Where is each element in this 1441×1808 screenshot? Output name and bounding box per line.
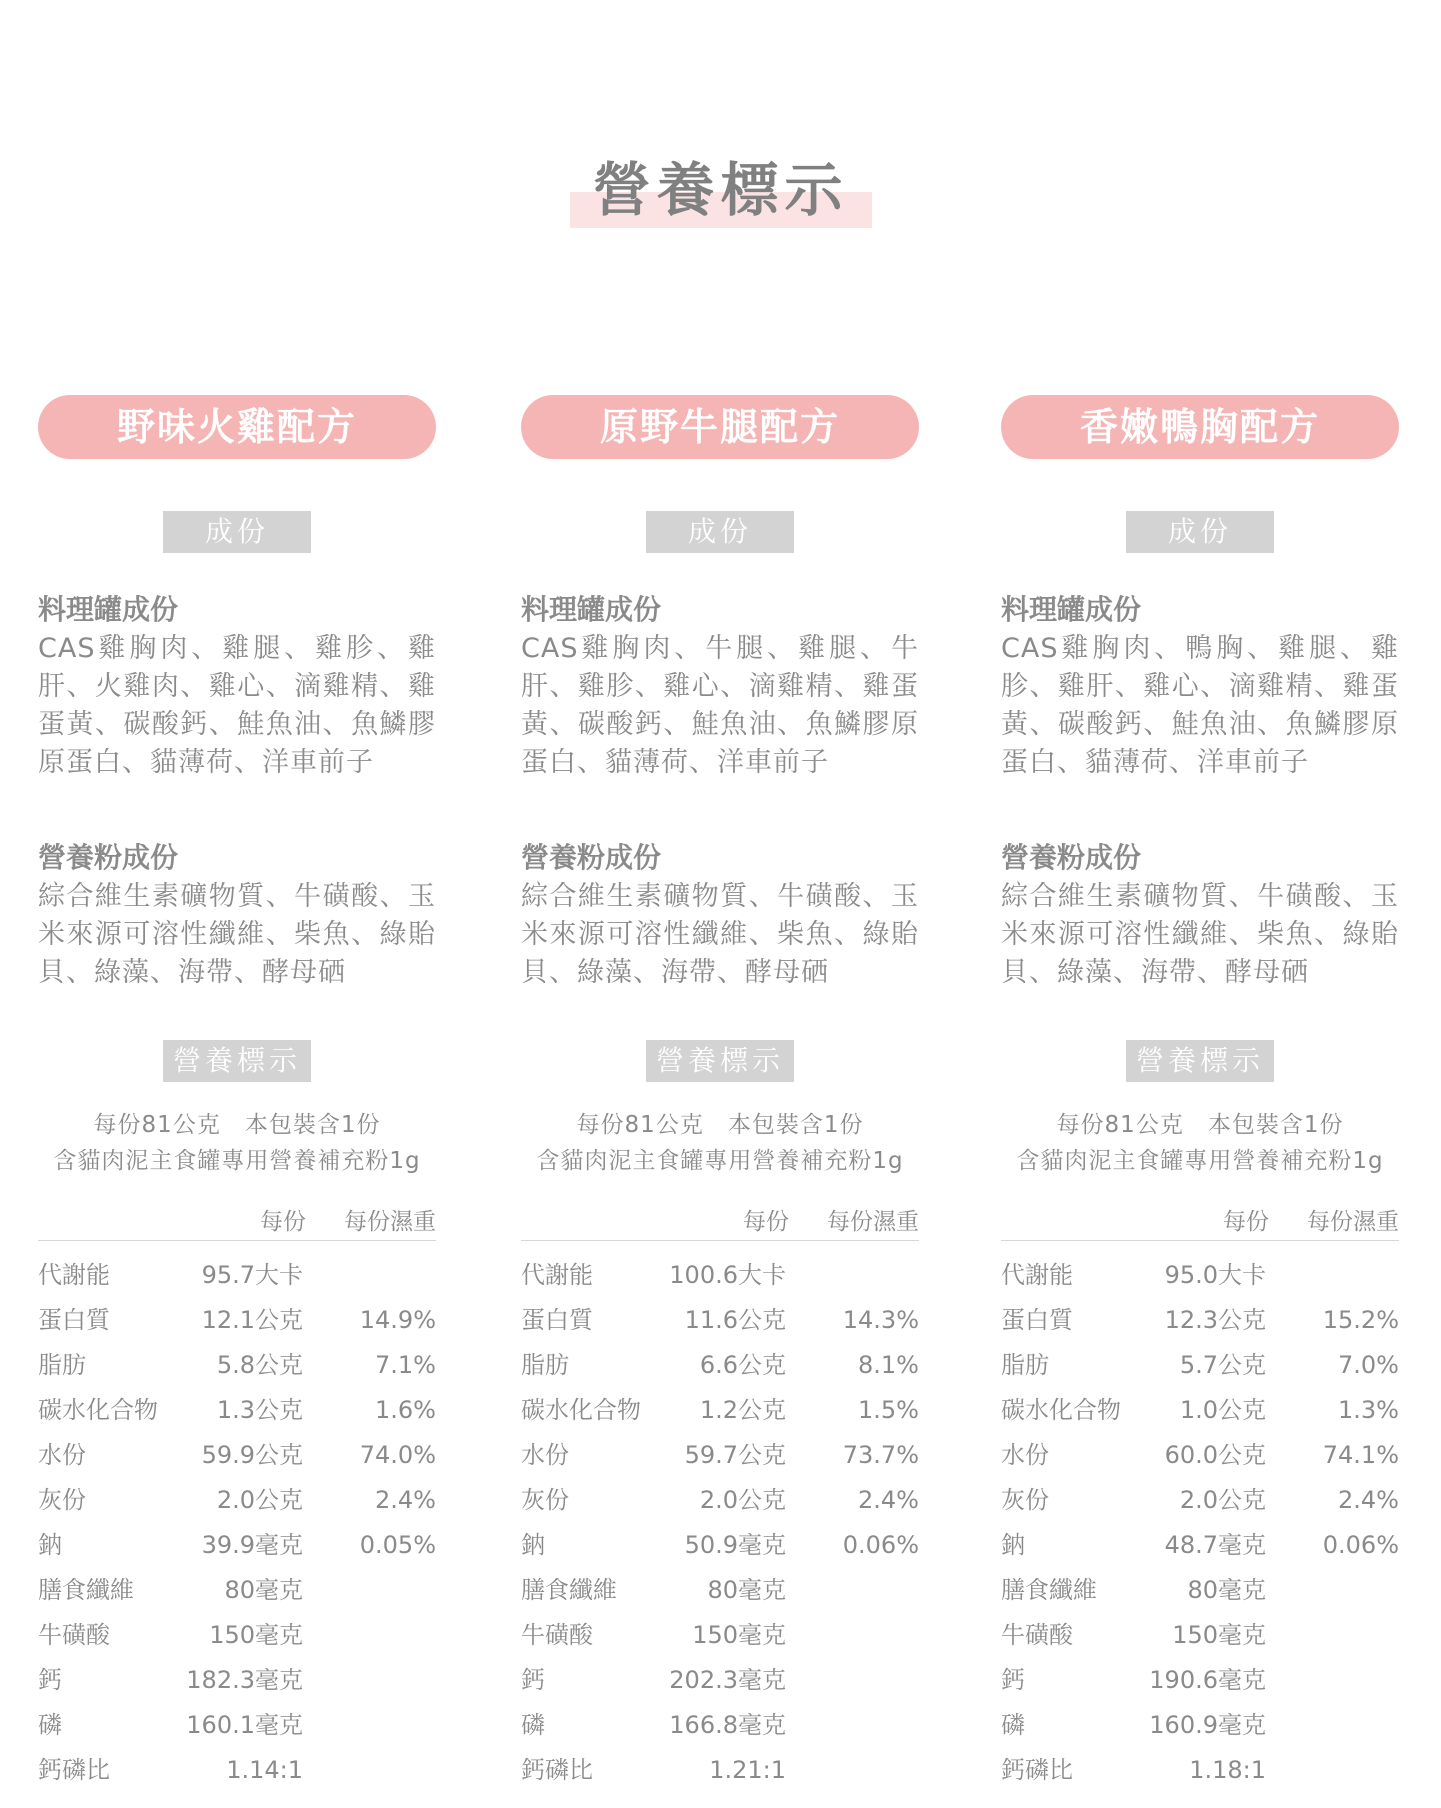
table-row	[38, 1523, 436, 1568]
powder-ingredients	[521, 838, 919, 992]
nutrient-value: 1.14:1	[226, 1756, 303, 1784]
nutrient-value: 1.0公克	[1179, 1396, 1266, 1424]
table-row	[1001, 1433, 1399, 1478]
nutrient-value: 1.2公克	[699, 1396, 786, 1424]
nutrient-name: 碳水化合物	[1001, 1396, 1121, 1424]
formula-name-pill: 香嫩鴨胸配方	[1001, 395, 1399, 459]
header-per-serving: 每份	[260, 1209, 306, 1235]
nutrient-name: 脂肪	[1001, 1351, 1049, 1379]
table-row	[38, 1658, 436, 1703]
powder-ingredients-text: 綜合維生素礦物質、牛磺酸、玉米來源可溶性纖維、柴魚、綠貽貝、綠藻、海帶、酵母硒	[521, 881, 919, 988]
nutrient-name: 膳食纖維	[1001, 1576, 1097, 1604]
nutrient-value: 59.9公克	[201, 1441, 303, 1469]
nutrient-name: 膳食纖維	[521, 1576, 617, 1604]
nutrient-percent: 0.06%	[1322, 1531, 1399, 1559]
nutrient-value: 11.6公克	[684, 1306, 786, 1334]
serving-line-1: 每份81公克 本包裝含1份	[93, 1112, 381, 1138]
ingredients-label: 成份	[1126, 511, 1274, 553]
table-row	[521, 1523, 919, 1568]
nutrient-name: 灰份	[1001, 1486, 1049, 1514]
nutrient-value: 1.18:1	[1189, 1756, 1266, 1784]
powder-ingredients-text: 綜合維生素礦物質、牛磺酸、玉米來源可溶性纖維、柴魚、綠貽貝、綠藻、海帶、酵母硒	[1001, 881, 1399, 988]
nutrient-name: 鈣磷比	[38, 1756, 110, 1784]
nutrient-name: 脂肪	[521, 1351, 569, 1379]
powder-ingredients-title: 營養粉成份	[38, 841, 179, 874]
nutrient-name: 牛磺酸	[1001, 1621, 1073, 1649]
formula-name-pill: 原野牛腿配方	[521, 395, 919, 459]
powder-ingredients-title: 營養粉成份	[1001, 841, 1142, 874]
header-per-serving: 每份	[743, 1209, 789, 1235]
nutrient-name: 灰份	[521, 1486, 569, 1514]
nutrient-name: 蛋白質	[1001, 1306, 1073, 1334]
nutrient-percent: 15.2%	[1322, 1306, 1399, 1334]
nutrient-name: 水份	[38, 1441, 86, 1469]
nutrient-value: 160.1毫克	[186, 1711, 303, 1739]
nutrient-value: 182.3毫克	[186, 1666, 303, 1694]
page-title: 營養標示	[592, 156, 849, 224]
table-row	[1001, 1568, 1399, 1613]
nutrient-name: 鈉	[1001, 1531, 1025, 1559]
table-row	[38, 1568, 436, 1613]
nutrient-name: 牛磺酸	[38, 1621, 110, 1649]
nutrient-value: 150毫克	[209, 1621, 303, 1649]
nutrient-name: 代謝能	[38, 1261, 110, 1289]
nutrient-name: 磷	[38, 1711, 62, 1739]
nutrient-name: 蛋白質	[521, 1306, 593, 1334]
nutrient-value: 202.3毫克	[669, 1666, 786, 1694]
nutrient-name: 蛋白質	[38, 1306, 110, 1334]
ingredients-label: 成份	[646, 511, 794, 553]
nutrient-value: 50.9毫克	[684, 1531, 786, 1559]
table-row	[1001, 1253, 1399, 1298]
nutrition-label: 營養標示	[1126, 1040, 1274, 1082]
nutrient-name: 磷	[1001, 1711, 1025, 1739]
table-row	[521, 1748, 919, 1793]
nutrient-value: 6.6公克	[699, 1351, 786, 1379]
serving-line-2: 含貓肉泥主食罐專用營養補充粉1g	[1016, 1148, 1384, 1174]
nutrition-table-header	[38, 1203, 436, 1241]
table-row	[1001, 1343, 1399, 1388]
nutrient-percent: 74.0%	[359, 1441, 436, 1469]
nutrition-table	[1001, 1253, 1399, 1793]
can-ingredients-title: 料理罐成份	[1001, 593, 1142, 626]
serving-line-2: 含貓肉泥主食罐專用營養補充粉1g	[53, 1148, 421, 1174]
table-row	[38, 1388, 436, 1433]
formula-column	[1001, 395, 1399, 1784]
nutrient-percent: 14.3%	[842, 1306, 919, 1334]
table-row	[38, 1703, 436, 1748]
nutrient-value: 80毫克	[224, 1576, 303, 1604]
can-ingredients	[1001, 590, 1399, 782]
header-wet-weight: 每份濕重	[827, 1209, 919, 1235]
nutrient-percent: 1.3%	[1338, 1396, 1399, 1424]
powder-ingredients	[1001, 838, 1399, 992]
nutrient-name: 代謝能	[1001, 1261, 1073, 1289]
formula-name-pill: 野味火雞配方	[38, 395, 436, 459]
serving-info	[1001, 1107, 1399, 1179]
serving-info	[38, 1107, 436, 1179]
table-row	[1001, 1523, 1399, 1568]
nutrient-percent: 2.4%	[1338, 1486, 1399, 1514]
nutrient-name: 牛磺酸	[521, 1621, 593, 1649]
table-row	[521, 1568, 919, 1613]
powder-ingredients	[38, 838, 436, 992]
formula-column	[521, 395, 919, 1784]
nutrition-label: 營養標示	[646, 1040, 794, 1082]
nutrient-name: 鈣	[38, 1666, 62, 1694]
nutrient-value: 190.6毫克	[1149, 1666, 1266, 1694]
nutrient-percent: 14.9%	[359, 1306, 436, 1334]
nutrient-value: 60.0公克	[1164, 1441, 1266, 1469]
table-row	[38, 1343, 436, 1388]
can-ingredients-text: CAS雞胸肉、牛腿、雞腿、牛肝、雞胗、雞心、滴雞精、雞蛋黃、碳酸鈣、鮭魚油、魚鱗膠原蛋白、貓薄荷、洋車前子	[521, 633, 919, 778]
nutrient-name: 水份	[1001, 1441, 1049, 1469]
nutrient-percent: 1.5%	[858, 1396, 919, 1424]
nutrient-name: 鈣	[1001, 1666, 1025, 1694]
nutrient-name: 鈉	[521, 1531, 545, 1559]
can-ingredients-text: CAS雞胸肉、鴨胸、雞腿、雞胗、雞肝、雞心、滴雞精、雞蛋黃、碳酸鈣、鮭魚油、魚鱗膠原蛋白、貓薄荷、洋車前子	[1001, 633, 1399, 778]
header-per-serving: 每份	[1223, 1209, 1269, 1235]
nutrient-value: 5.8公克	[216, 1351, 303, 1379]
nutrient-value: 59.7公克	[684, 1441, 786, 1469]
nutrition-table-header	[1001, 1203, 1399, 1241]
nutrient-value: 1.3公克	[216, 1396, 303, 1424]
table-row	[38, 1253, 436, 1298]
powder-ingredients-title: 營養粉成份	[521, 841, 662, 874]
nutrition-label: 營養標示	[163, 1040, 311, 1082]
nutrient-value: 150毫克	[1172, 1621, 1266, 1649]
nutrition-table-header	[521, 1203, 919, 1241]
table-row	[521, 1433, 919, 1478]
nutrient-value: 100.6大卡	[669, 1261, 786, 1289]
table-row	[1001, 1703, 1399, 1748]
powder-ingredients-text: 綜合維生素礦物質、牛磺酸、玉米來源可溶性纖維、柴魚、綠貽貝、綠藻、海帶、酵母硒	[38, 881, 436, 988]
nutrient-percent: 73.7%	[842, 1441, 919, 1469]
nutrient-value: 150毫克	[692, 1621, 786, 1649]
nutrient-percent: 1.6%	[375, 1396, 436, 1424]
nutrient-value: 12.1公克	[201, 1306, 303, 1334]
ingredients-label: 成份	[163, 511, 311, 553]
table-row	[521, 1703, 919, 1748]
table-row	[38, 1433, 436, 1478]
nutrient-percent: 8.1%	[858, 1351, 919, 1379]
can-ingredients-title: 料理罐成份	[521, 593, 662, 626]
nutrient-value: 95.7大卡	[201, 1261, 303, 1289]
serving-line-1: 每份81公克 本包裝含1份	[576, 1112, 864, 1138]
header-wet-weight: 每份濕重	[1307, 1209, 1399, 1235]
nutrient-name: 碳水化合物	[38, 1396, 158, 1424]
table-row	[521, 1388, 919, 1433]
table-row	[521, 1613, 919, 1658]
nutrient-percent: 7.1%	[375, 1351, 436, 1379]
nutrient-name: 代謝能	[521, 1261, 593, 1289]
nutrient-value: 166.8毫克	[669, 1711, 786, 1739]
table-row	[1001, 1388, 1399, 1433]
nutrient-value: 39.9毫克	[201, 1531, 303, 1559]
formula-column	[38, 395, 436, 1784]
serving-line-2: 含貓肉泥主食罐專用營養補充粉1g	[536, 1148, 904, 1174]
nutrition-table	[521, 1253, 919, 1793]
table-row	[38, 1478, 436, 1523]
table-row	[521, 1343, 919, 1388]
can-ingredients	[38, 590, 436, 782]
table-row	[1001, 1298, 1399, 1343]
nutrient-value: 1.21:1	[709, 1756, 786, 1784]
nutrient-name: 碳水化合物	[521, 1396, 641, 1424]
nutrient-value: 2.0公克	[216, 1486, 303, 1514]
nutrient-name: 灰份	[38, 1486, 86, 1514]
table-row	[521, 1478, 919, 1523]
nutrient-value: 160.9毫克	[1149, 1711, 1266, 1739]
nutrient-value: 80毫克	[707, 1576, 786, 1604]
table-row	[1001, 1613, 1399, 1658]
table-row	[1001, 1748, 1399, 1793]
nutrient-percent: 74.1%	[1322, 1441, 1399, 1469]
can-ingredients-title: 料理罐成份	[38, 593, 179, 626]
nutrient-percent: 2.4%	[375, 1486, 436, 1514]
serving-info	[521, 1107, 919, 1179]
nutrient-percent: 7.0%	[1338, 1351, 1399, 1379]
table-row	[1001, 1658, 1399, 1703]
nutrient-name: 膳食纖維	[38, 1576, 134, 1604]
nutrient-name: 鈣磷比	[521, 1756, 593, 1784]
table-row	[38, 1613, 436, 1658]
serving-line-1: 每份81公克 本包裝含1份	[1056, 1112, 1344, 1138]
nutrient-name: 脂肪	[38, 1351, 86, 1379]
nutrient-percent: 2.4%	[858, 1486, 919, 1514]
page-title-area	[0, 150, 1441, 230]
table-row	[1001, 1478, 1399, 1523]
can-ingredients	[521, 590, 919, 782]
table-row	[521, 1658, 919, 1703]
nutrient-name: 鈉	[38, 1531, 62, 1559]
nutrient-value: 2.0公克	[1179, 1486, 1266, 1514]
nutrient-name: 磷	[521, 1711, 545, 1739]
nutrition-table	[38, 1253, 436, 1793]
nutrient-value: 12.3公克	[1164, 1306, 1266, 1334]
table-row	[521, 1253, 919, 1298]
table-row	[38, 1748, 436, 1793]
nutrient-value: 95.0大卡	[1164, 1261, 1266, 1289]
nutrient-percent: 0.05%	[359, 1531, 436, 1559]
header-wet-weight: 每份濕重	[344, 1209, 436, 1235]
nutrient-percent: 0.06%	[842, 1531, 919, 1559]
can-ingredients-text: CAS雞胸肉、雞腿、雞胗、雞肝、火雞肉、雞心、滴雞精、雞蛋黃、碳酸鈣、鮭魚油、魚鱗膠原蛋白、貓薄荷、洋車前子	[38, 633, 436, 778]
nutrient-name: 水份	[521, 1441, 569, 1469]
nutrient-value: 5.7公克	[1179, 1351, 1266, 1379]
nutrient-name: 鈣磷比	[1001, 1756, 1073, 1784]
nutrient-name: 鈣	[521, 1666, 545, 1694]
nutrient-value: 80毫克	[1187, 1576, 1266, 1604]
table-row	[521, 1298, 919, 1343]
nutrient-value: 2.0公克	[699, 1486, 786, 1514]
nutrient-value: 48.7毫克	[1164, 1531, 1266, 1559]
table-row	[38, 1298, 436, 1343]
